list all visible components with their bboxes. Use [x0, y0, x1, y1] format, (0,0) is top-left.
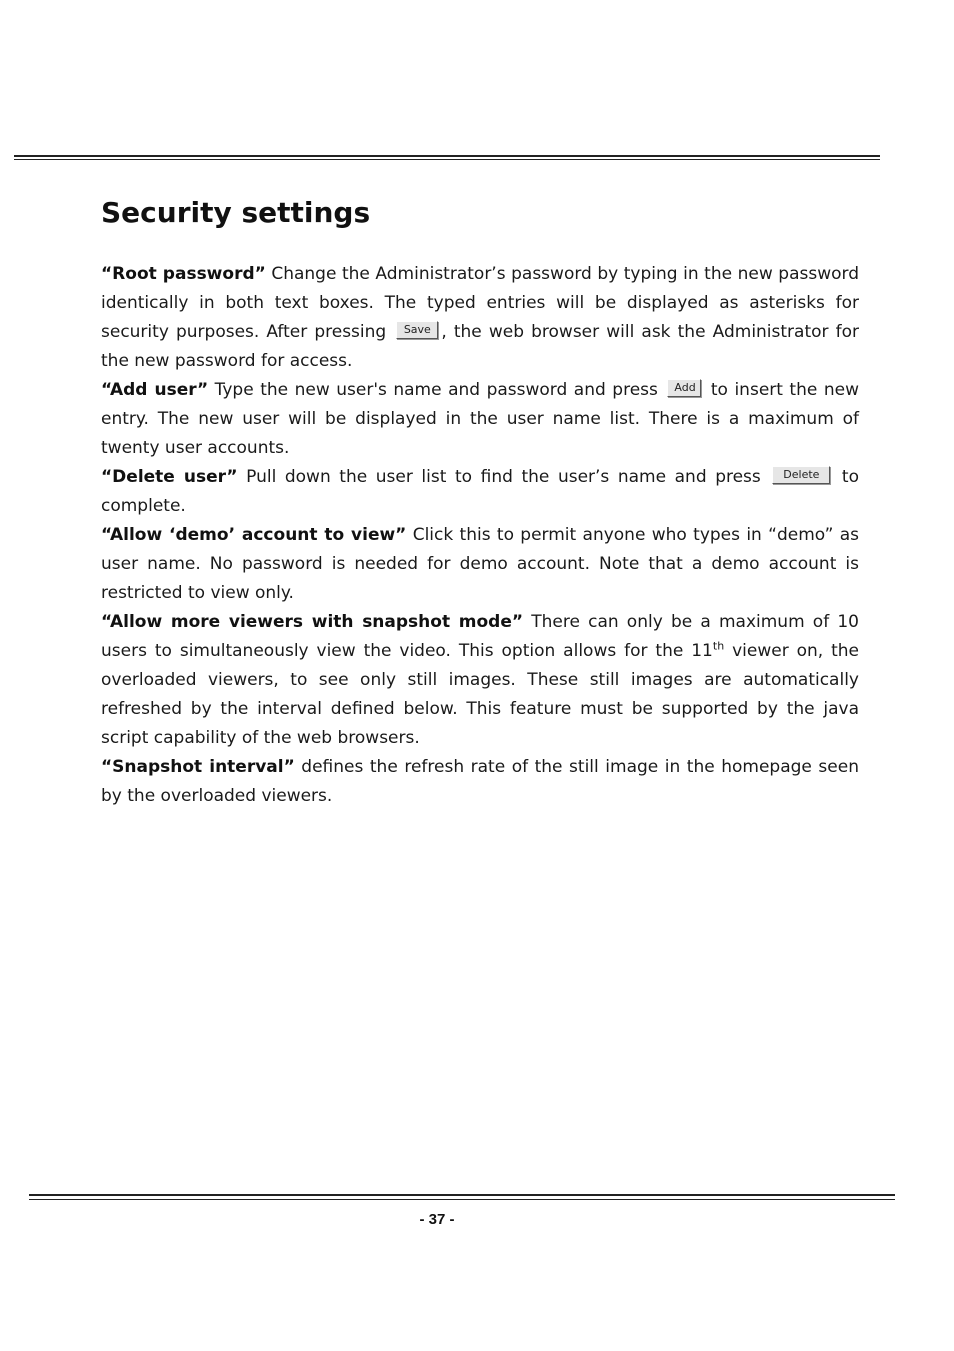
save-button[interactable]: Save — [396, 321, 438, 339]
root-password-text-1: Change the Administrator’s password by typing in the new password identically in both text boxes. The typed entries will be displayed as asterisks for security purposes. After pressing — [101, 264, 859, 342]
delete-button[interactable]: Delete — [772, 466, 830, 484]
snapshot-mode-text-2: viewer on, the overloaded viewers, to see only still images. These still images are automatically refreshed by the interval defined below. This feature must be supported by the java script capability of the web browsers. — [101, 641, 859, 748]
paragraph-delete-user — [101, 463, 859, 521]
root-password-text-2: , the web browser will ask the Administrator for the new password for access. — [101, 322, 859, 371]
ordinal-superscript: th — [712, 639, 725, 653]
term-snapshot-interval: “Snapshot interval” — [101, 757, 295, 777]
snapshot-mode-text-1: There can only be a maximum of 10 users to simultaneously view the video. This option allows for the 11 — [101, 612, 860, 661]
term-add-user: “Add user” — [101, 380, 209, 400]
paragraph-snapshot-interval — [101, 753, 859, 811]
page-title: Security settings — [101, 196, 371, 229]
add-button[interactable]: Add — [667, 379, 701, 397]
paragraph-root-password — [101, 260, 859, 376]
add-user-text-2: to insert the new entry. The new user will be displayed in the user name list. There is a maximum of twenty user accounts. — [101, 380, 859, 458]
term-allow-demo: “Allow ‘demo’ account to view” — [101, 525, 407, 545]
term-root-password: “Root password” — [101, 264, 266, 284]
add-user-text-1: Type the new user's name and password and press — [208, 380, 665, 400]
page-content — [101, 193, 859, 811]
footer-rule — [29, 1194, 895, 1200]
page-number: - 37 - — [419, 1211, 455, 1228]
paragraph-add-user — [101, 376, 859, 463]
paragraph-snapshot-mode — [101, 608, 859, 753]
delete-user-text-1: Pull down the user list to find the user’s name and press — [237, 467, 770, 487]
delete-user-text-2: to complete. — [101, 467, 859, 516]
paragraph-allow-demo — [101, 521, 859, 608]
term-snapshot-mode: “Allow more viewers with snapshot mode” — [101, 612, 524, 632]
snapshot-interval-text: defines the refresh rate of the still image in the homepage seen by the overloaded viewers. — [101, 757, 859, 806]
allow-demo-text: Click this to permit anyone who types in “demo” as user name. No password is needed for demo account. Note that a demo account is restricted to view only. — [101, 525, 860, 603]
header-rule — [14, 155, 880, 160]
term-delete-user: “Delete user” — [101, 467, 238, 487]
